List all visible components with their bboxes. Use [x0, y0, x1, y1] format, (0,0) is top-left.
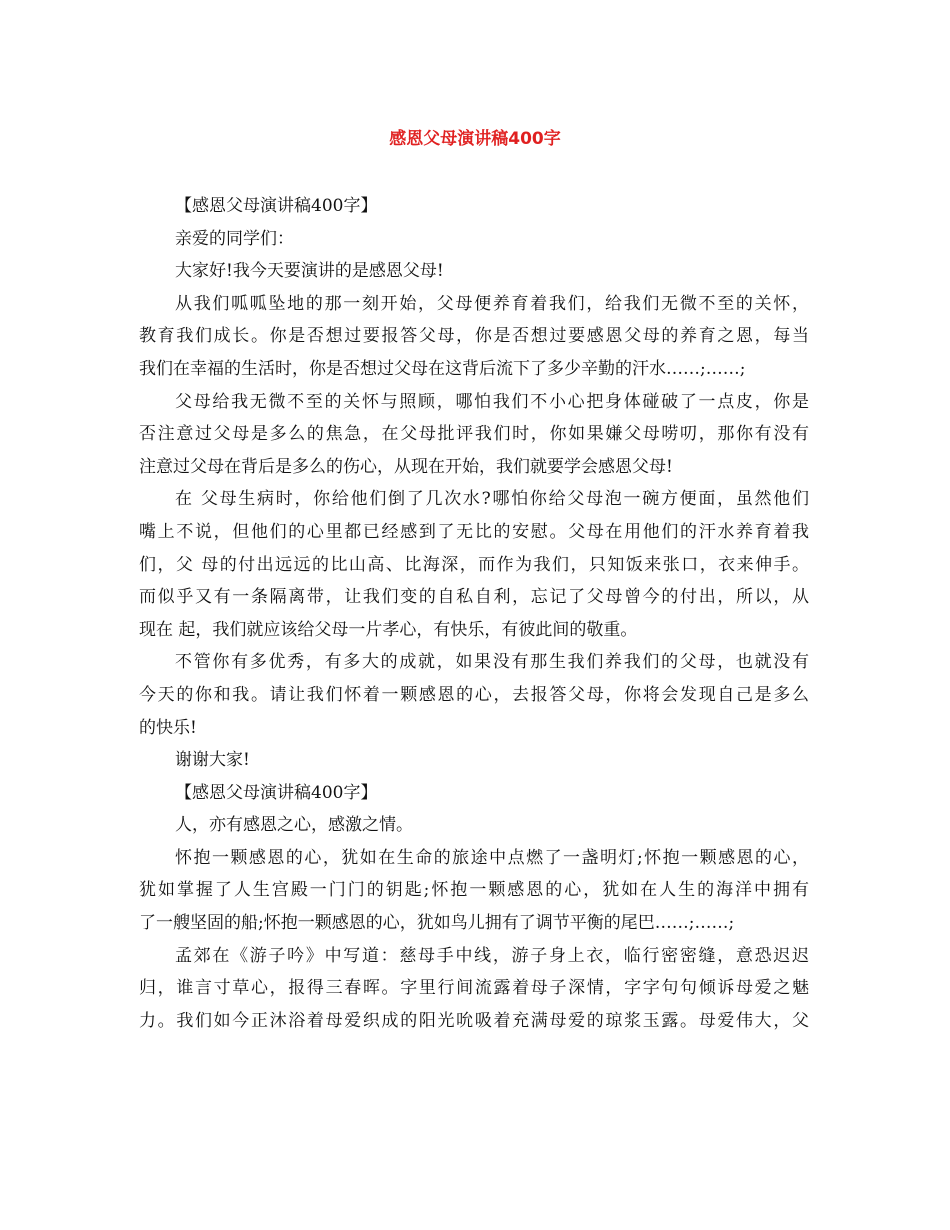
text-line: 的快乐!: [139, 717, 197, 738]
document-title: 感恩父母演讲稿400字: [389, 129, 561, 149]
document-body: [139, 190, 809, 1037]
text-line: 而似乎又有一条隔离带，让我们变的自私自利，忘记了父母曾今的付出，所以，从: [139, 587, 809, 608]
text-line: 今天的你和我。请让我们怀着一颗感恩的心，去报答父母，你将会发现自己是多么: [139, 684, 809, 705]
text-line: 们，父 母的付出远远的比山高、比海深，而作为我们，只知饭来张口，衣来伸手。: [139, 554, 809, 575]
text-line: 注意过父母在背后是多么的伤心，从现在开始，我们就要学会感恩父母!: [139, 456, 673, 477]
text-line: 父母给我无微不至的关怀与照顾，哪怕我们不小心把身体碰破了一点皮，你是: [175, 391, 809, 412]
text-line: 嘴上不说，但他们的心里都已经感到了无比的安慰。父母在用他们的汗水养育着我: [139, 521, 809, 542]
text-line: 谢谢大家!: [175, 750, 250, 771]
text-line: 否注意过父母是多么的焦急，在父母批评我们时，你如果嫌父母唠叨，那你有没有: [139, 424, 809, 445]
text-line: 现在 起，我们就应该给父母一片孝心，有快乐，有彼此间的敬重。: [139, 619, 638, 640]
text-line: 了一艘坚固的船;怀抱一颗感恩的心，犹如鸟儿拥有了调节平衡的尾巴……;……;: [139, 913, 735, 934]
text-line: 归，谁言寸草心，报得三春晖。字里行间流露着母子深情，字字句句倾诉母爱之魅: [139, 978, 809, 999]
text-line: 教育我们成长。你是否想过要报答父母，你是否想过要感恩父母的养育之恩，每当: [139, 326, 809, 347]
text-line: 力。我们如今正沐浴着母爱织成的阳光吮吸着充满母爱的琼浆玉露。母爱伟大，父: [139, 1010, 809, 1031]
text-line: 大家好!我今天要演讲的是感恩父母!: [175, 261, 444, 282]
text-line: 【感恩父母演讲稿400字】: [175, 782, 378, 803]
text-line: 不管你有多优秀，有多大的成就，如果没有那生我们养我们的父母，也就没有: [175, 652, 809, 673]
text-line: 在 父母生病时，你给他们倒了几次水?哪怕你给父母泡一碗方便面，虽然他们: [175, 489, 809, 510]
text-line: 怀抱一颗感恩的心，犹如在生命的旅途中点燃了一盏明灯;怀抱一颗感恩的心，: [175, 847, 809, 868]
text-line: 从我们呱呱坠地的那一刻开始，父母便养育着我们，给我们无微不至的关怀，: [175, 293, 809, 314]
text-line: 【感恩父母演讲稿400字】: [175, 196, 378, 216]
text-line: 我们在幸福的生活时，你是否想过父母在这背后流下了多少辛勤的汗水……;……;: [139, 358, 746, 379]
text-line: 人，亦有感恩之心，感激之情。: [175, 815, 413, 836]
text-line: 孟郊在《游子吟》中写道：慈母手中线，游子身上衣，临行密密缝，意恐迟迟: [175, 945, 809, 966]
text-line: 犹如掌握了人生宫殿一门门的钥匙;怀抱一颗感恩的心，犹如在人生的海洋中拥有: [139, 880, 809, 901]
text-line: 亲爱的同学们：: [175, 228, 294, 249]
